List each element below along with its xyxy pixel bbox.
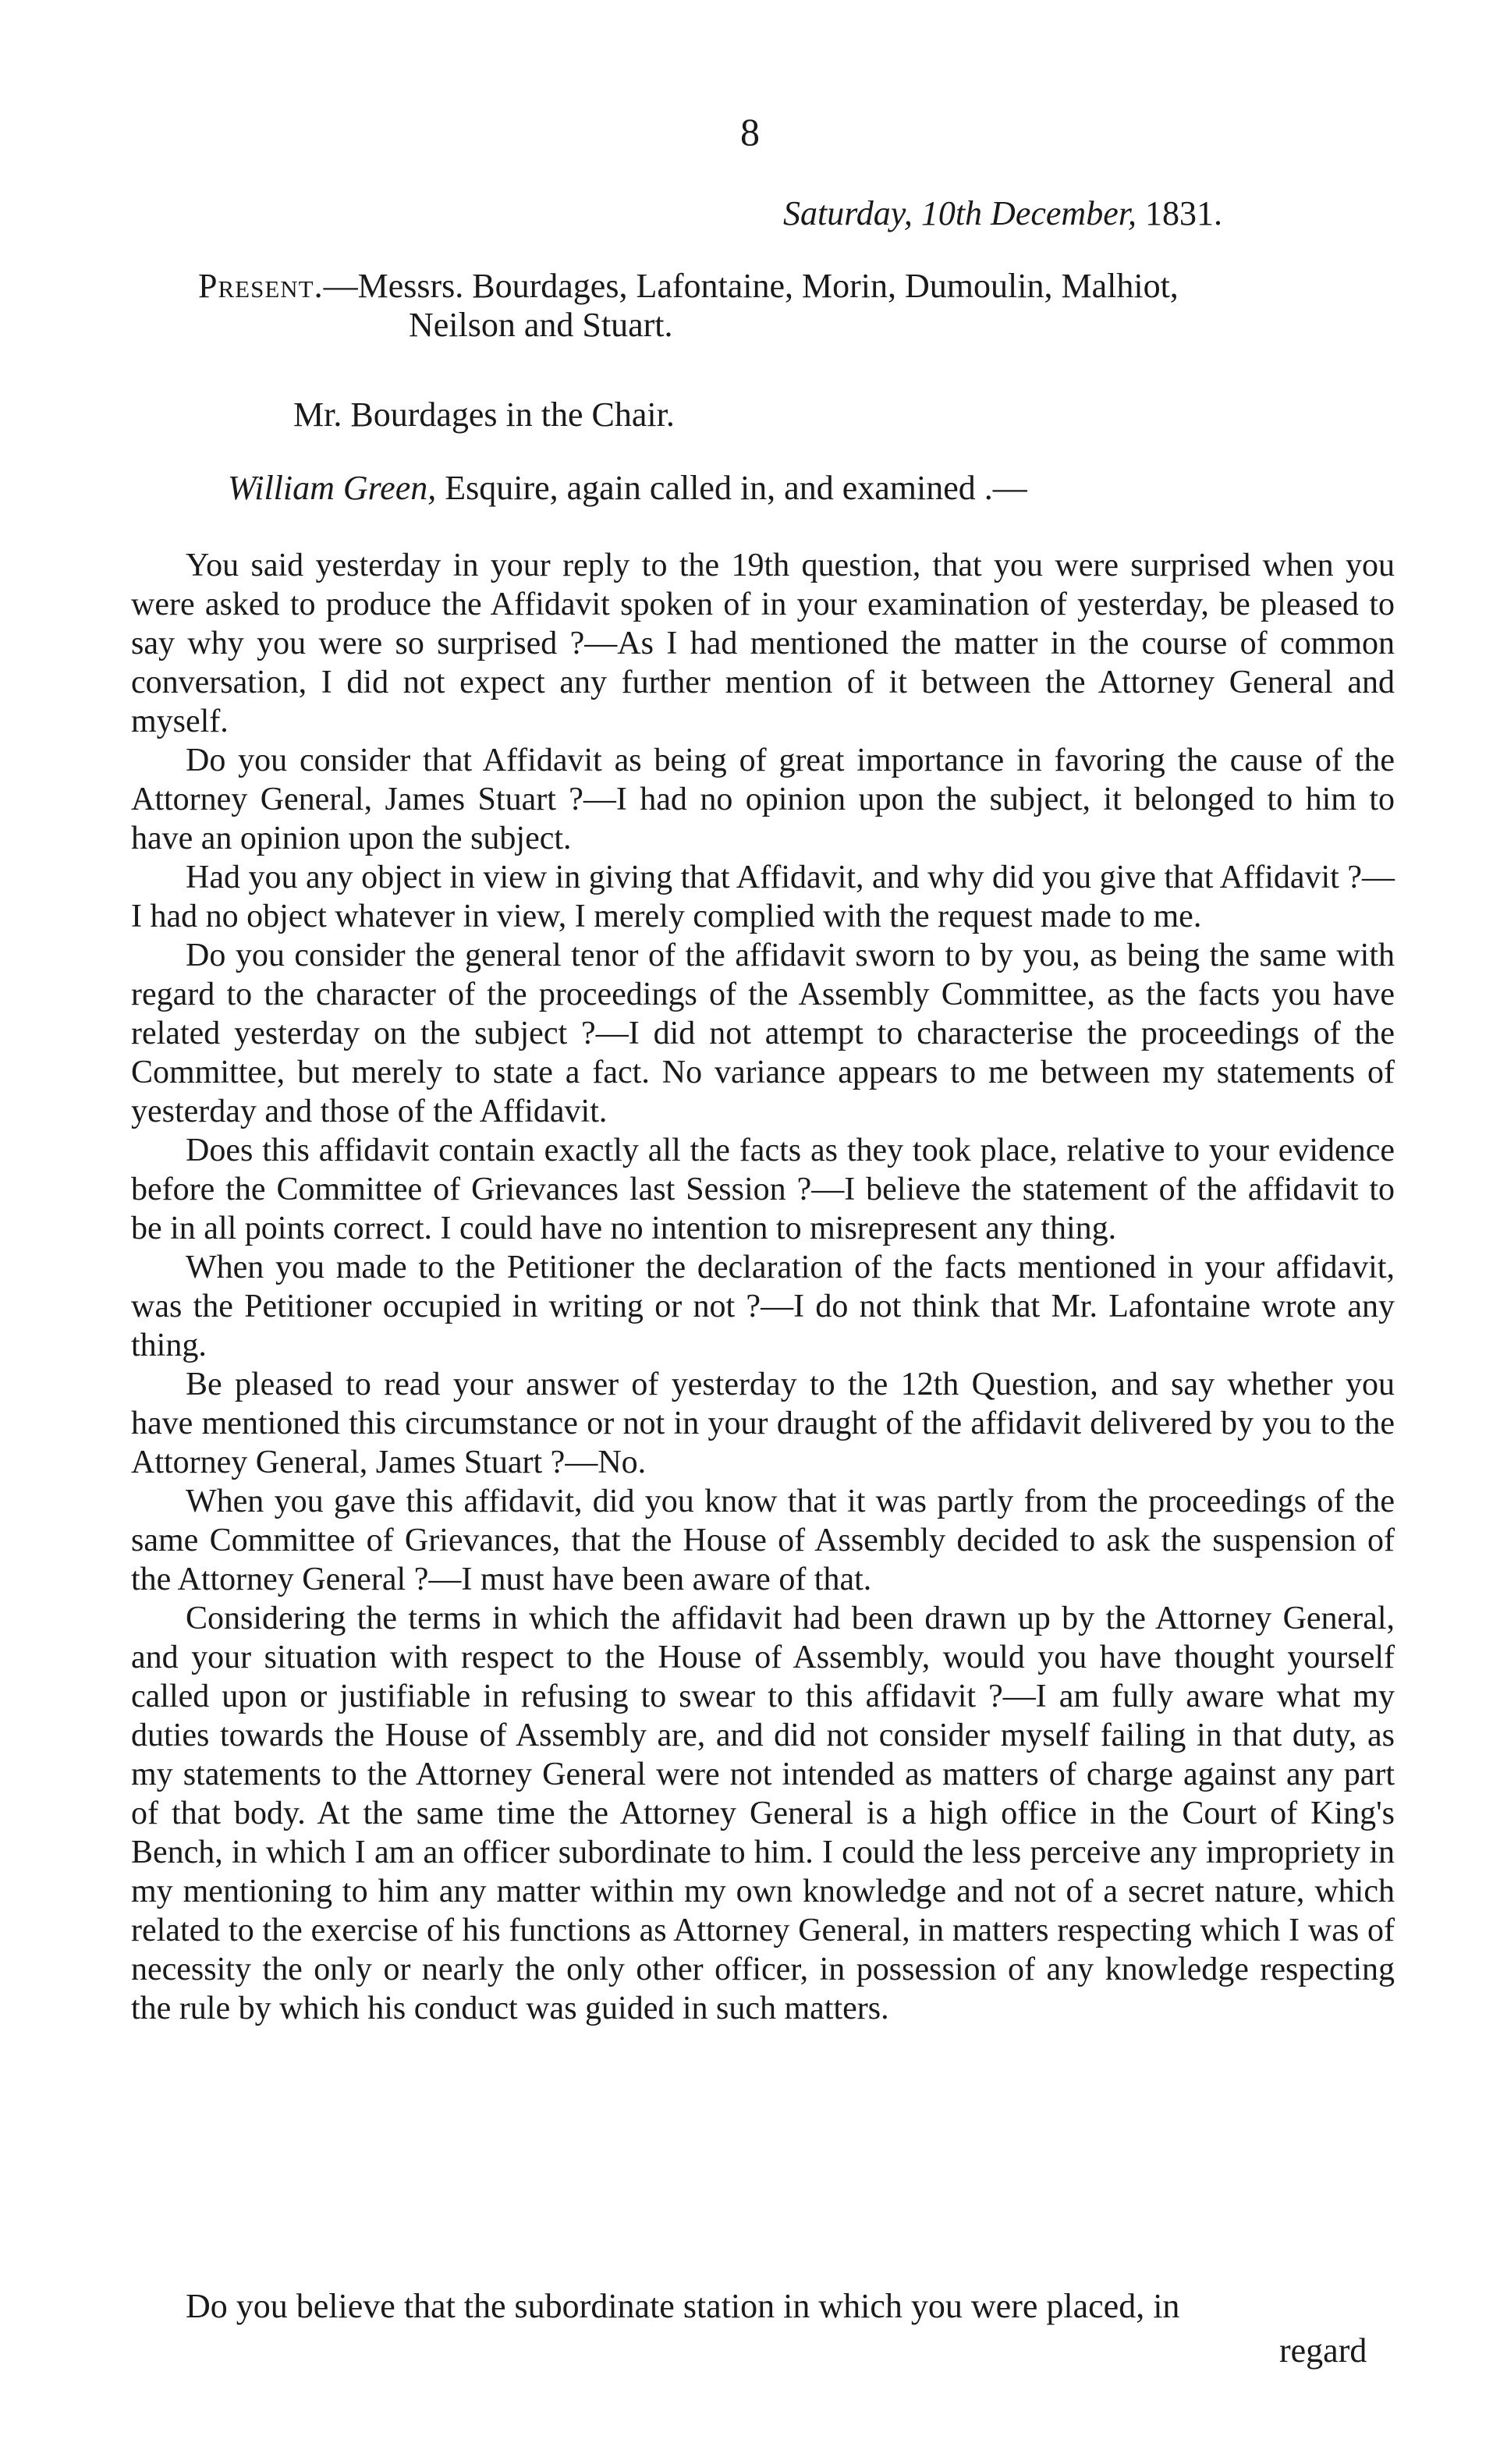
qa-paragraph: When you gave this affidavit, did you know that it was partly from the proceedings of the same Committee of Grievances, that the House of Assembly decided to ask the suspension of the Attorney General ?—I must have been aware of that. <box>131 1484 1395 1597</box>
final-question-text: Do you believe that the subordinate station in which you were placed, in <box>186 2287 1180 2325</box>
qa-paragraph: Do you consider that Affidavit as being of great importance in favoring the cause of the Attorney General, James Stuart ?—I had no opinion upon the subject, it belonged to him to have an opinion upon the subject. <box>131 743 1395 856</box>
qa-paragraph: Does this affidavit contain exactly all the facts as they took place, relative to your evidence before the Committee of Grievances last Session ?—I believe the statement of the affidavit to be in all points correct. I could have no intention to misrepresent any thing. <box>131 1133 1395 1246</box>
witness-name: William Green, <box>228 469 437 507</box>
present-members <box>198 267 1415 345</box>
session-date <box>783 193 1222 233</box>
chair-line: Mr. Bourdages in the Chair. <box>293 395 675 434</box>
final-question <box>131 2285 1395 2328</box>
qa-paragraph: You said yesterday in your reply to the 19th question, that you were surprised when you were asked to produce the Affidavit spoken of in your examination of yesterday, be pleased to say why you were so surprised ?—As I had mentioned the matter in the course of common conversation, I did not expect any further mention of it between the Attorney General and myself. <box>131 548 1395 739</box>
qa-paragraph: Be pleased to read your answer of yesterday to the 12th Question, and say whether you have mentioned this circumstance or not in your draught of the affidavit delivered by you to the Attorney General, James Stuart ?—No. <box>131 1367 1395 1480</box>
qa-paragraph: Had you any object in view in giving that Affidavit, and why did you give that Affidavit ?—I had no object whatever in view, I merely complied with the request made to me. <box>131 860 1395 934</box>
date-rest: 10th December, <box>920 194 1137 232</box>
qa-paragraph: When you made to the Petitioner the declaration of the facts mentioned in your affidavit, was the Petitioner occupied in writing or not ?—I do not think that Mr. Lafontaine wrote any thing. <box>131 1250 1395 1363</box>
present-names-line1: —Messrs. Bourdages, Lafontaine, Morin, Dumoulin, Malhiot, <box>323 267 1179 305</box>
date-year: 1831. <box>1144 194 1222 232</box>
page-number: 8 <box>740 110 760 154</box>
examination-text <box>131 546 1395 2028</box>
date-day: Saturday, <box>783 194 913 232</box>
present-names-line2: Neilson and Stuart. <box>409 306 673 344</box>
witness-rest: Esquire, again called in, and examined .— <box>445 469 1027 507</box>
witness-line <box>228 468 1027 508</box>
catchword: regard <box>1279 2331 1367 2370</box>
qa-paragraph: Considering the terms in which the affidavit had been drawn up by the Attorney General, and your situation with respect to the House of Assembly, would you have thought yourself called upon or justifiable in refusing to swear to this affidavit ?—I am fully aware what my duties towards the House of Assembly are, and did not consider myself failing in that duty, as my statements to the Attorney General were not intended as matters of charge against any part of that body. At the same time the Attorney General is a high office in the Court of King's Bench, in which I am an officer subordinate to him. I could the less perceive any impropriety in my mentioning to him any matter within my own knowledge and not of a secret nature, which related to the exercise of his functions as Attorney General, in matters respecting which I was of necessity the only or nearly the only other officer, in possession of any knowledge respecting the rule by which his conduct was guided in such matters. <box>131 1601 1395 2026</box>
qa-paragraph: Do you consider the general tenor of the affidavit sworn to by you, as being the same with regard to the character of the proceedings of the Assembly Committee, as the facts you have related yesterday on the subject ?—I did not attempt to characterise the proceedings of the Committee, but merely to state a fact. No variance appears to me between my statements of yesterday and those of the Affidavit. <box>131 938 1395 1129</box>
present-label: Present. <box>198 267 324 305</box>
